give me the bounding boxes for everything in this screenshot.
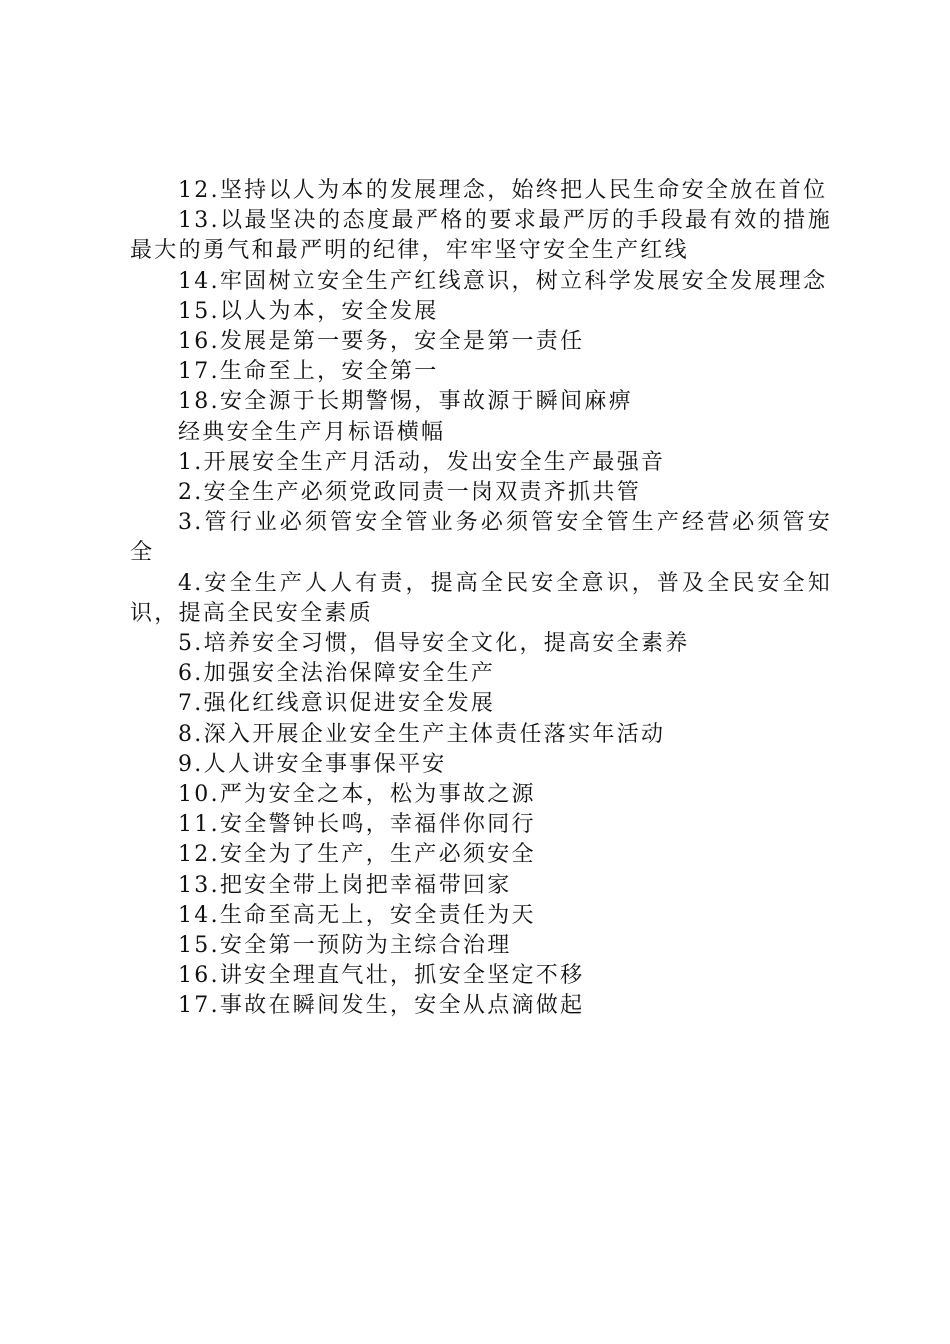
- paragraph: 8.深入开展企业安全生产主体责任落实年活动: [178, 721, 666, 747]
- paragraph: 15.以人为本，安全发展: [178, 298, 439, 324]
- paragraph: 16.发展是第一要务，安全是第一责任: [178, 329, 585, 355]
- paragraph: 17.事故在瞬间发生，安全从点滴做起: [178, 993, 585, 1019]
- paragraph: 4.安全生产人人有责，提高全民安全意识，普及全民安全知识，提高全民安全素质: [130, 570, 832, 626]
- paragraph: 9.人人讲安全事事保平安: [178, 751, 447, 777]
- paragraph: 1.开展安全生产月活动，发出安全生产最强音: [178, 449, 666, 475]
- paragraph: 12.安全为了生产，生产必须安全: [178, 842, 536, 868]
- paragraph: 2.安全生产必须党政同责一岗双责齐抓共管: [178, 480, 641, 506]
- paragraph: 6.加强安全法治保障安全生产: [178, 661, 496, 687]
- paragraph: 3.管行业必须管安全管业务必须管安全管生产经营必须管安全: [130, 510, 832, 566]
- paragraph: 13.以最坚决的态度最严格的要求最严厉的手段最有效的措施最大的勇气和最严明的纪律，牢牢坚守安全生产红线: [130, 208, 832, 264]
- paragraph: 14.牢固树立安全生产红线意识，树立科学发展安全发展理念: [178, 268, 828, 294]
- paragraph: 14.生命至高无上，安全责任为天: [178, 902, 536, 928]
- paragraph: 17.生命至上，安全第一: [178, 359, 439, 385]
- paragraph: 11.安全警钟长鸣，幸福伴你同行: [178, 812, 536, 838]
- paragraph: 12.坚持以人为本的发展理念，始终把人民生命安全放在首位: [178, 178, 828, 203]
- document-body: [130, 176, 832, 1022]
- paragraph: 7.强化红线意识促进安全发展: [178, 691, 496, 717]
- paragraph: 16.讲安全理直气壮，抓安全坚定不移: [178, 963, 585, 989]
- paragraph: 13.把安全带上岗把幸福带回家: [178, 872, 512, 898]
- section-heading: 经典安全生产月标语横幅: [178, 419, 446, 445]
- paragraph: 5.培养安全习惯，倡导安全文化，提高安全素养: [178, 631, 690, 657]
- paragraph: 15.安全第一预防为主综合治理: [178, 933, 512, 959]
- paragraph: 18.安全源于长期警惕，事故源于瞬间麻痹: [178, 389, 633, 415]
- paragraph: 10.严为安全之本，松为事故之源: [178, 782, 536, 808]
